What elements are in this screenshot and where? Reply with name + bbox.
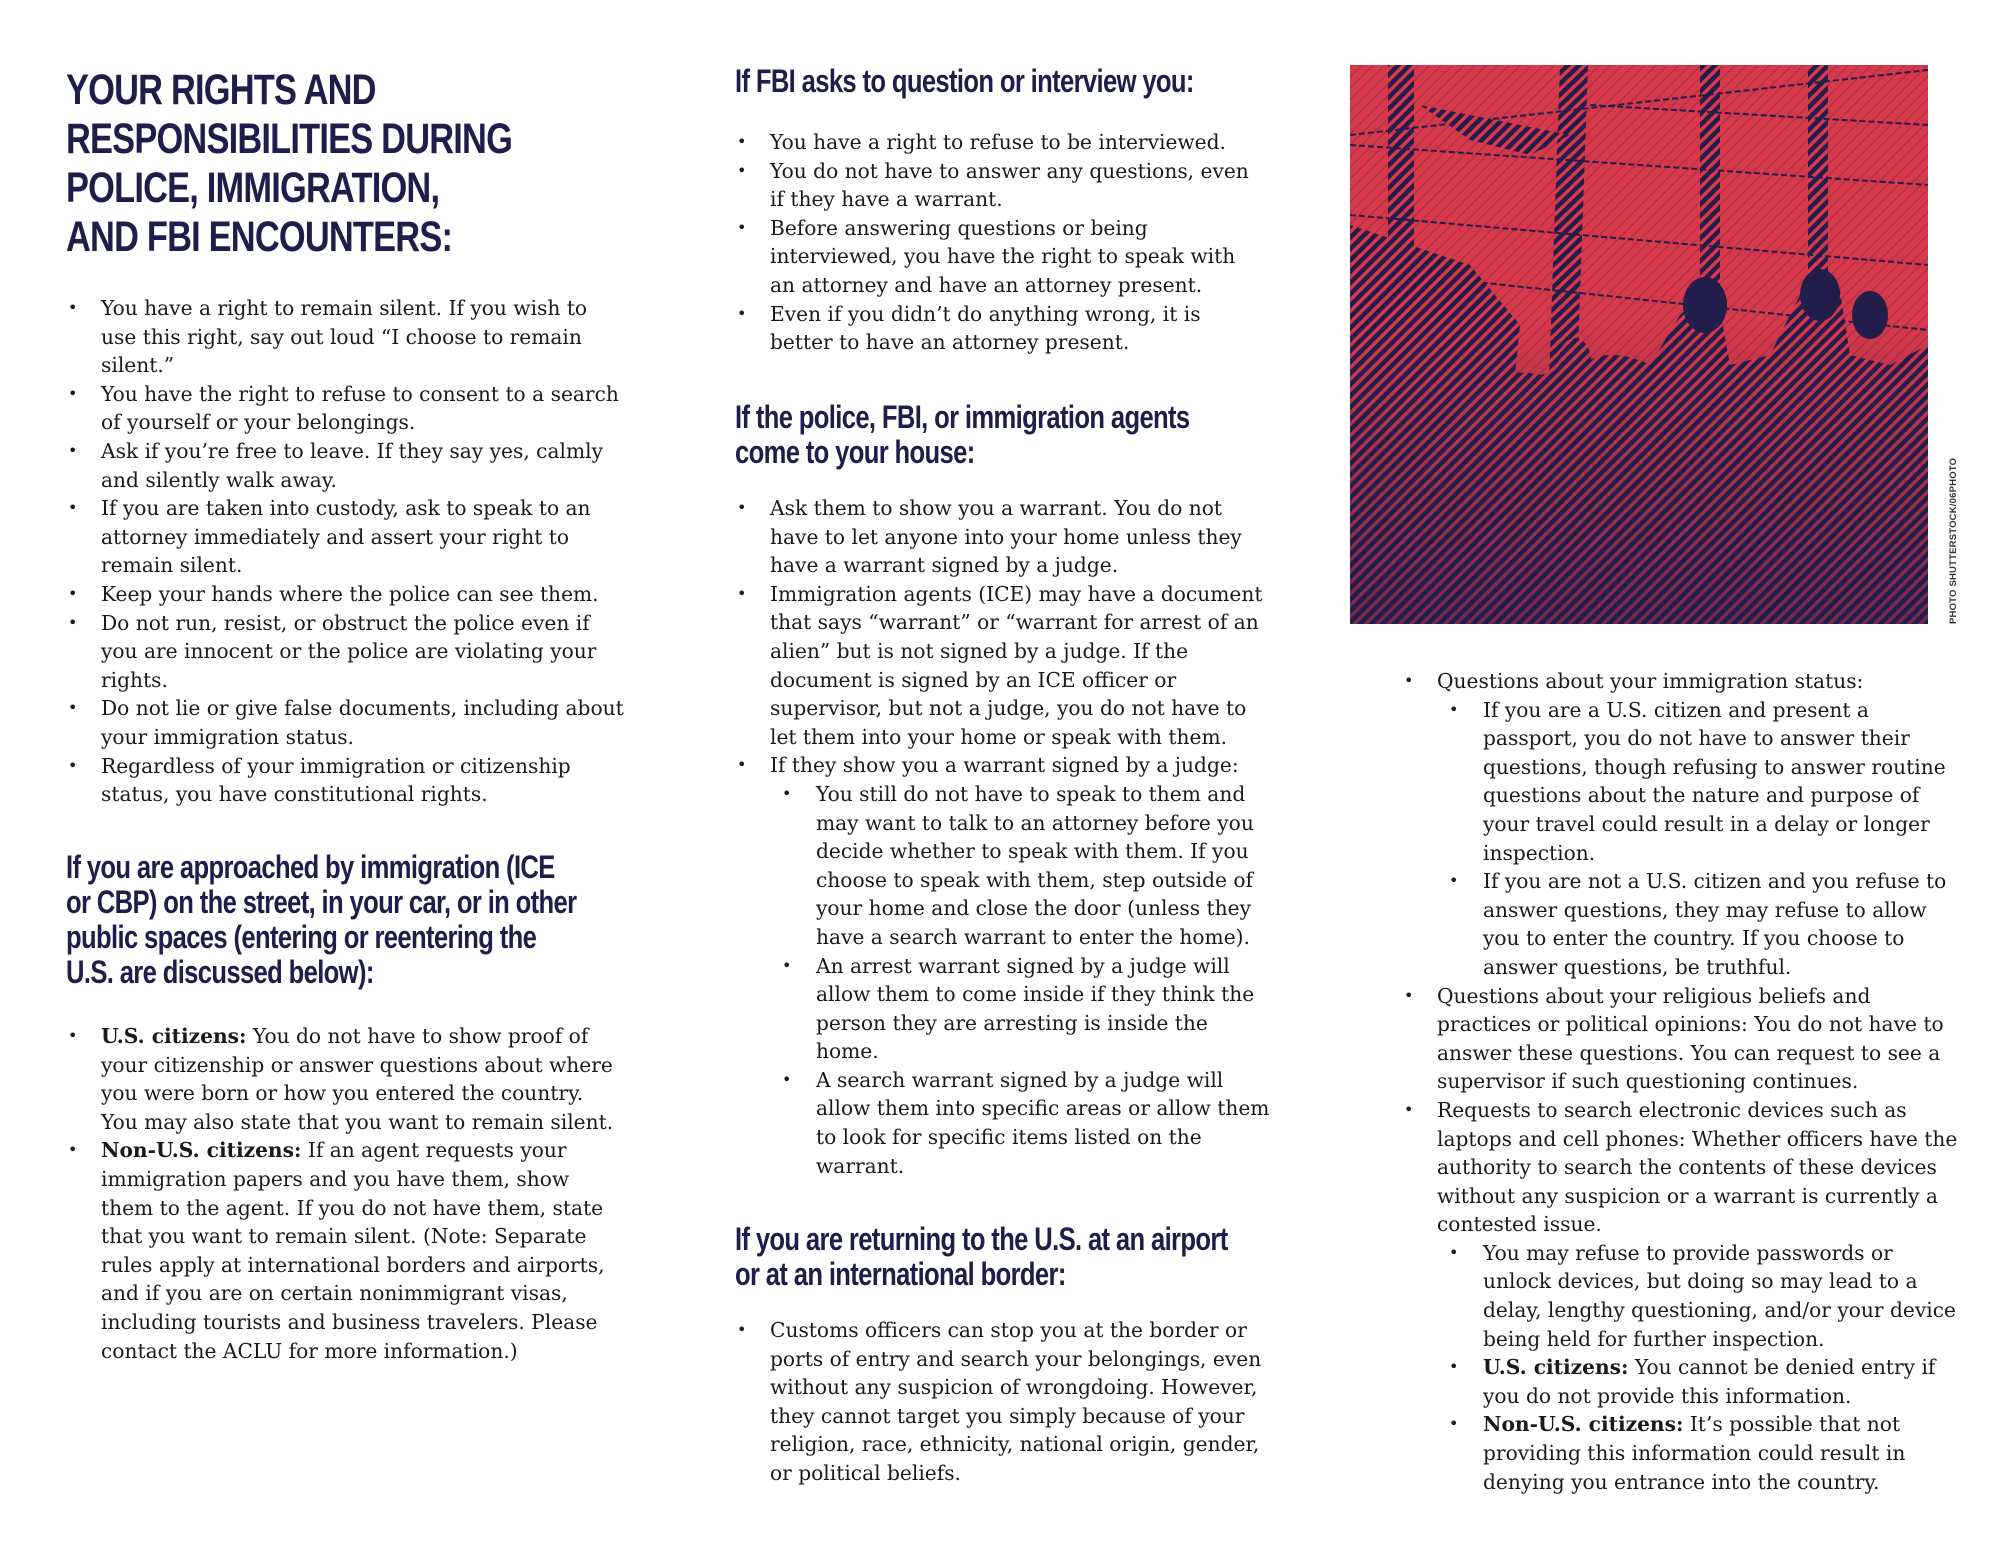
- sub-list-item: • A search warrant signed by a judge will allow them into specific areas or allow them to look for specific items listed on the warrant.: [770, 1066, 1270, 1180]
- list-item: • Do not run, resist, or obstruct the police even if you are innocent or the police are violating your rights.: [66, 609, 626, 695]
- page-title: [66, 66, 626, 262]
- list-item: • Even if you didn’t do anything wrong, it is better to have an attorney present.: [735, 300, 1265, 357]
- list-item: • You have a right to remain silent. If you wish to use this right, say out loud “I choose to remain silent.”: [66, 294, 626, 380]
- list-item: [1402, 1096, 1962, 1496]
- list-item: • You have a right to refuse to be interviewed.: [735, 128, 1265, 157]
- item-text: You cannot be denied entry if you do not provide this information.: [1483, 1355, 1936, 1408]
- sub-list-item: • You may refuse to provide passwords or unlock devices, but doing so may lead to a delay, lengthy questioning, and/or your device being held for further inspection.: [1437, 1239, 1962, 1353]
- list-item: • Immigration agents (ICE) may have a document that says “warrant” or “warrant for arrest of an alien” but is not signed by a judge. If the document is signed by an ICE officer or supervisor, but not a judge, you do not have to let them into your home or speak with them.: [735, 580, 1270, 752]
- item-text: If an agent requests your immigration papers and you have them, show them to the agent. If you do not have them, state that you want to remain silent. (Note: Separate rules apply at international borders and airports, and if you are on certain nonimmigrant visas, including tourists and business travelers. Please contact the ACLU for more information.): [101, 1138, 605, 1363]
- border-questions-list: [1402, 667, 1962, 1496]
- title-line: YOUR RIGHTS AND: [66, 66, 376, 114]
- list-item: • Customs officers can stop you at the border or ports of entry and search your belongings, even without any suspicion of wrongdoing. However, they cannot target you simply because of your religion, race, ethnicity, national origin, gender, or political beliefs.: [735, 1316, 1275, 1488]
- fbi-list: [735, 128, 1265, 357]
- section-heading-fbi: If FBI asks to question or interview you:: [735, 63, 1194, 99]
- list-item: [66, 1022, 614, 1136]
- list-item: • Regardless of your immigration or citizenship status, you have constitutional rights.: [66, 752, 626, 809]
- item-text: If they show you a warrant signed by a judge:: [770, 753, 1239, 778]
- title-line: RESPONSIBILITIES DURING: [66, 115, 513, 163]
- list-item: • Do not lie or give false documents, including about your immigration status.: [66, 694, 626, 751]
- item-text: Questions about your immigration status:: [1437, 669, 1864, 693]
- item-text: You do not have to show proof of your citizenship or answer questions about where you were born or how you entered the country. You may also state that you want to remain silent.: [101, 1024, 614, 1134]
- heading-line: U.S. are discussed below):: [66, 954, 374, 990]
- photo-credit: PHOTO SHUTTERSTOCK/06PHOTO: [1948, 457, 1959, 624]
- sub-list-item: • If you are a U.S. citizen and present a passport, you do not have to answer their questions, though refusing to answer routine questions about the nature and purpose of your travel could result in a delay or longer inspection.: [1437, 696, 1962, 868]
- approached-list: [66, 1022, 614, 1365]
- list-item: • Keep your hands where the police can see them.: [66, 580, 626, 609]
- list-item: • Questions about your religious beliefs and practices or political opinions: You do not have to answer these questions. You can request to see a supervisor if such questioning continues.: [1402, 982, 1962, 1096]
- list-item: • If you are taken into custody, ask to speak to an attorney immediately and assert your right to remain silent.: [66, 494, 626, 580]
- heading-line: or at an international border:: [735, 1256, 1066, 1292]
- list-item: • Ask if you’re free to leave. If they say yes, calmly and silently walk away.: [66, 437, 626, 494]
- heading-line: come to your house:: [735, 434, 975, 470]
- sub-list-item: • An arrest warrant signed by a judge will allow them to come inside if they think the person they are arresting is inside the home.: [770, 952, 1270, 1066]
- heading-line: or CBP) on the street, in your car, or in other: [66, 884, 577, 920]
- list-item: [735, 751, 1270, 1180]
- heading-line: If you are returning to the U.S. at an airport: [735, 1221, 1228, 1257]
- list-item: [1402, 667, 1962, 982]
- title-line: AND FBI ENCOUNTERS:: [66, 213, 453, 261]
- airport-travelers-photo: [1350, 65, 1928, 624]
- item-text: Requests to search electronic devices such as laptops and cell phones: Whether officers have the authority to search the contents of these devices without any suspicion or a warrant is currently a contested issue.: [1437, 1097, 1958, 1237]
- sub-list-item: • If you are not a U.S. citizen and you refuse to answer questions, they may refuse to allow you to enter the country. If you choose to answer questions, be truthful.: [1437, 867, 1962, 981]
- item-text: It’s possible that not providing this information could result in denying you entrance into the country.: [1483, 1412, 1906, 1494]
- heading-line: public spaces (entering or reentering the: [66, 919, 537, 955]
- lead-label: U.S. citizens:: [1483, 1355, 1629, 1380]
- section-heading-airport: [735, 1222, 1295, 1292]
- airport-list: [735, 1316, 1275, 1488]
- list-item: • You have the right to refuse to consent to a search of yourself or your belongings.: [66, 380, 626, 437]
- section-heading-house: [735, 400, 1295, 470]
- lead-label: Non-U.S. citizens:: [101, 1138, 302, 1163]
- list-item: [66, 1136, 614, 1365]
- lead-label: U.S. citizens:: [101, 1024, 247, 1048]
- list-item: • Before answering questions or being interviewed, you have the right to speak with an attorney and have an attorney present.: [735, 214, 1265, 300]
- devices-sub-list: [1437, 1239, 1962, 1496]
- general-rights-list: [66, 294, 626, 809]
- immigration-status-sub-list: [1437, 696, 1962, 982]
- list-item: • Ask them to show you a warrant. You do not have to let anyone into your home unless they have a warrant signed by a judge.: [735, 494, 1270, 580]
- list-item: • You do not have to answer any questions, even if they have a warrant.: [735, 157, 1265, 214]
- sub-list-item: • You still do not have to speak to them and may want to talk to an attorney before you decide whether to speak with them. If you choose to speak with them, step outside of your home and close the door (unless they have a search warrant to enter the home).: [770, 780, 1270, 952]
- house-list: [735, 494, 1270, 1180]
- title-line: POLICE, IMMIGRATION,: [66, 164, 440, 212]
- sub-list-item: [1437, 1410, 1962, 1496]
- sub-list-item: [1437, 1353, 1962, 1410]
- section-heading-approached: [66, 850, 626, 990]
- lead-label: Non-U.S. citizens:: [1483, 1412, 1684, 1437]
- warrant-sub-list: [770, 780, 1270, 1180]
- photo-illustration: [1350, 65, 1928, 624]
- heading-line: If you are approached by immigration (ICE: [66, 849, 555, 885]
- heading-line: If the police, FBI, or immigration agents: [735, 399, 1190, 435]
